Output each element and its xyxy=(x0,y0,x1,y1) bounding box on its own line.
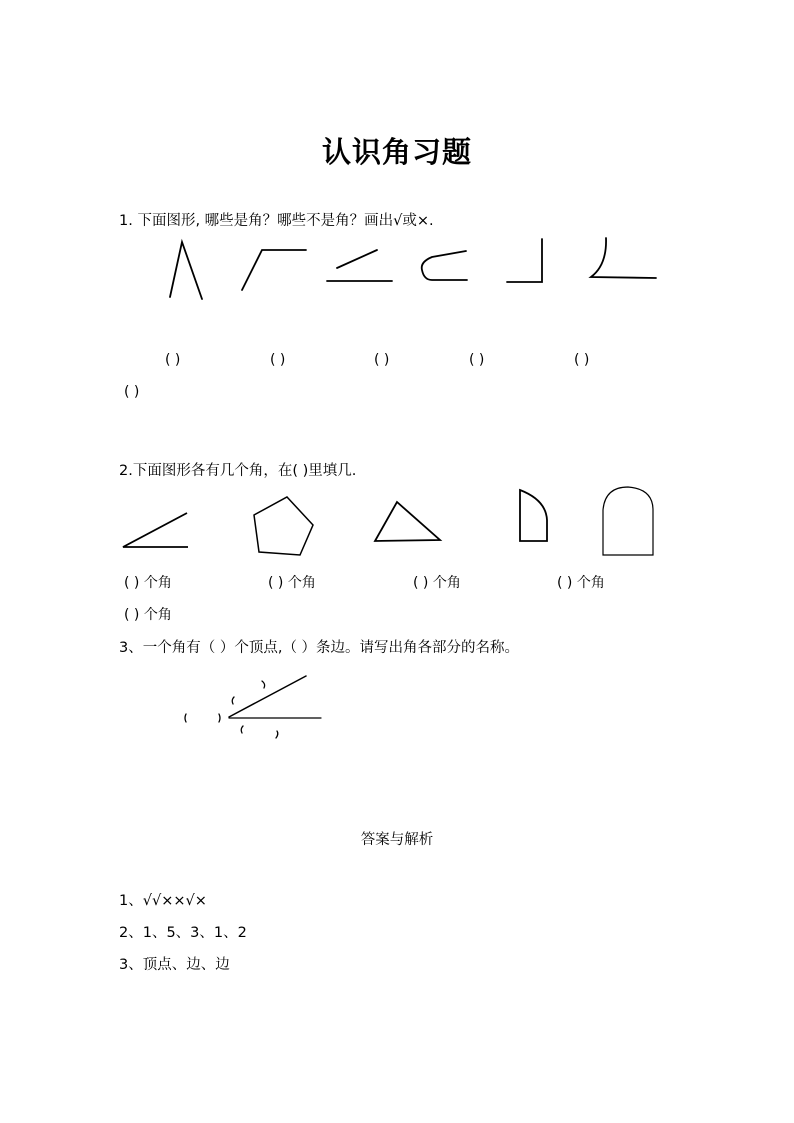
q1-blank-6[interactable]: ( ) xyxy=(124,384,140,400)
question-2-text: 2.下面图形各有几个角，在( )里填几. xyxy=(119,463,357,479)
q1-blank-1[interactable]: ( ) xyxy=(165,352,181,368)
q2-blank-5[interactable]: ( ) 个角 xyxy=(124,607,172,623)
q2-blank-2[interactable]: ( ) 个角 xyxy=(268,575,316,591)
answer-line-3: 3、顶点、边、边 xyxy=(119,957,230,973)
label-mark-upper-b xyxy=(262,681,265,688)
answer-heading: 答案与解析 xyxy=(360,832,434,848)
label-mark-upper-a xyxy=(232,697,234,704)
page-title: 认识角习题 xyxy=(321,135,472,169)
q1-blank-3[interactable]: ( ) xyxy=(374,352,390,368)
question-3-text: 3、一个角有（ ）个顶点,（ ）条边。请写出角各部分的名称。 xyxy=(119,640,520,656)
answer-line-1: 1、√√××√× xyxy=(119,893,207,909)
q1-blank-2[interactable]: ( ) xyxy=(270,352,286,368)
q1-blank-4[interactable]: ( ) xyxy=(469,352,485,368)
label-mark-vertex-right xyxy=(219,714,220,722)
angle-side-upper xyxy=(229,676,306,717)
q2-blank-3[interactable]: ( ) 个角 xyxy=(413,575,461,591)
q2-blank-1[interactable]: ( ) 个角 xyxy=(124,575,172,591)
label-mark-lower-b xyxy=(276,731,278,738)
label-mark-lower-a xyxy=(241,726,243,733)
question-1-text: 1. 下面图形, 哪些是角？哪些不是角？画出√或×. xyxy=(119,213,434,229)
q2-blank-4[interactable]: ( ) 个角 xyxy=(557,575,605,591)
q1-blank-5[interactable]: ( ) xyxy=(574,352,590,368)
answer-line-2: 2、1、5、3、1、2 xyxy=(119,925,247,941)
label-mark-vertex-left xyxy=(185,714,186,722)
